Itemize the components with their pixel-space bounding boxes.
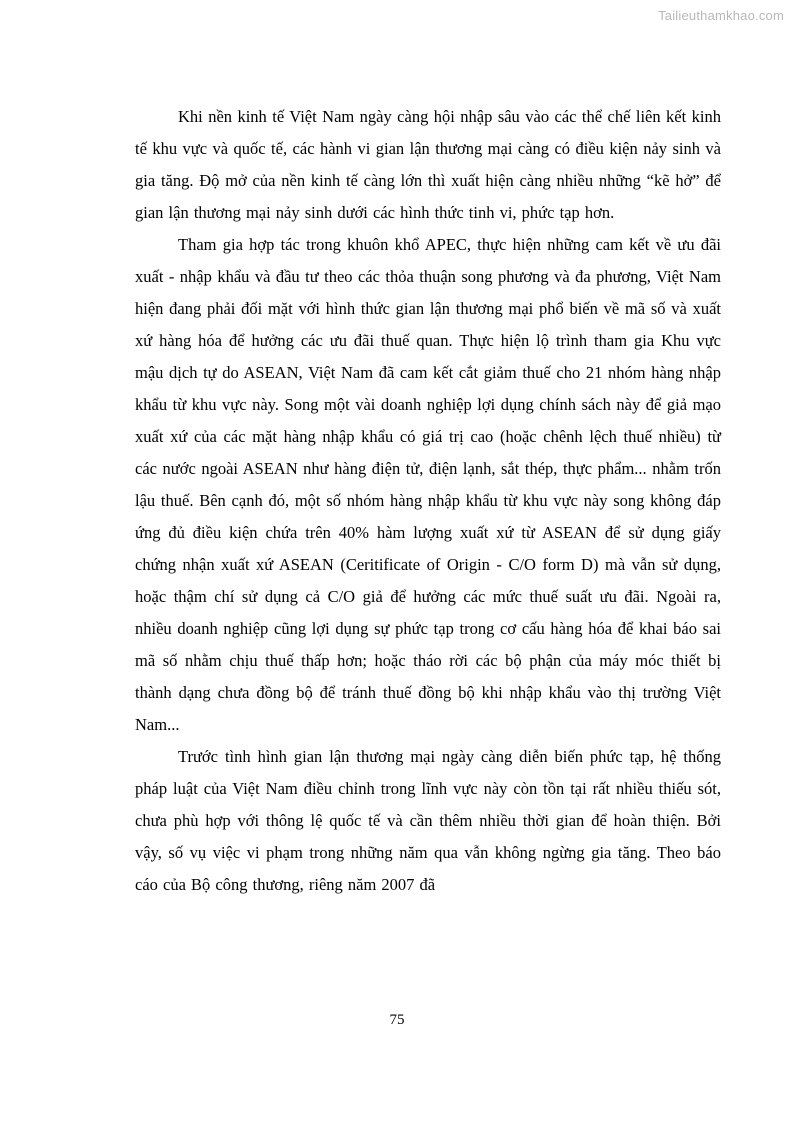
page-content (135, 101, 721, 901)
paragraph: Trước tình hình gian lận thương mại ngày càng diễn biến phức tạp, hệ thống pháp luật của Việt Nam điều chỉnh trong lĩnh vực này còn tồn tại rất nhiều thiếu sót, chưa phù hợp với thông lệ quốc tế và cần thêm nhiều thời gian để hoàn thiện. Bởi vậy, số vụ việc vi phạm trong những năm qua vẫn không ngừng gia tăng. Theo báo cáo của Bộ công thương, riêng năm 2007 đã (135, 747, 721, 894)
paragraph: Khi nền kinh tế Việt Nam ngày càng hội nhập sâu vào các thể chế liên kết kinh tế khu vực và quốc tế, các hành vi gian lận thương mại càng có điều kiện nảy sinh và gia tăng. Độ mở của nền kinh tế càng lớn thì xuất hiện càng nhiều những “kẽ hở” để gian lận thương mại nảy sinh dưới các hình thức tinh vi, phức tạp hơn. (135, 107, 721, 222)
watermark: Tailieuthamkhao.com (658, 8, 784, 23)
paragraph: Tham gia hợp tác trong khuôn khổ APEC, thực hiện những cam kết về ưu đãi xuất - nhập khẩu và đầu tư theo các thỏa thuận song phương và đa phương, Việt Nam hiện đang phải đối mặt với hình thức gian lận thương mại phổ biến về mã số và xuất xứ hàng hóa để hưởng các ưu đãi thuế quan. Thực hiện lộ trình tham gia Khu vực mậu dịch tự do ASEAN, Việt Nam đã cam kết cắt giảm thuế cho 21 nhóm hàng nhập khẩu từ khu vực này. Song một vài doanh nghiệp lợi dụng chính sách này để giả mạo xuất xứ của các mặt hàng nhập khẩu có giá trị cao (hoặc chênh lệch thuế nhiều) từ các nước ngoài ASEAN như hàng điện tử, điện lạnh, sắt thép, thực phẩm... nhằm trốn lậu thuế. Bên cạnh đó, một số nhóm hàng nhập khẩu từ khu vực này song không đáp ứng đủ điều kiện chứa trên 40% hàm lượng xuất xứ từ ASEAN để sử dụng giấy chứng nhận xuất xứ ASEAN (Ceritificate of Origin - C/O form D) mà vẫn sử dụng, hoặc thậm chí sử dụng cả C/O giả để hưởng các mức thuế suất ưu đãi. Ngoài ra, nhiều doanh nghiệp cũng lợi dụng sự phức tạp trong cơ cấu hàng hóa để khai báo sai mã số nhằm chịu thuế thấp hơn; hoặc tháo rời các bộ phận của máy móc thiết bị thành dạng chưa đồng bộ để tránh thuế đồng bộ khi nhập khẩu vào thị trường Việt Nam... (135, 235, 721, 734)
page-number: 75 (389, 1012, 405, 1028)
